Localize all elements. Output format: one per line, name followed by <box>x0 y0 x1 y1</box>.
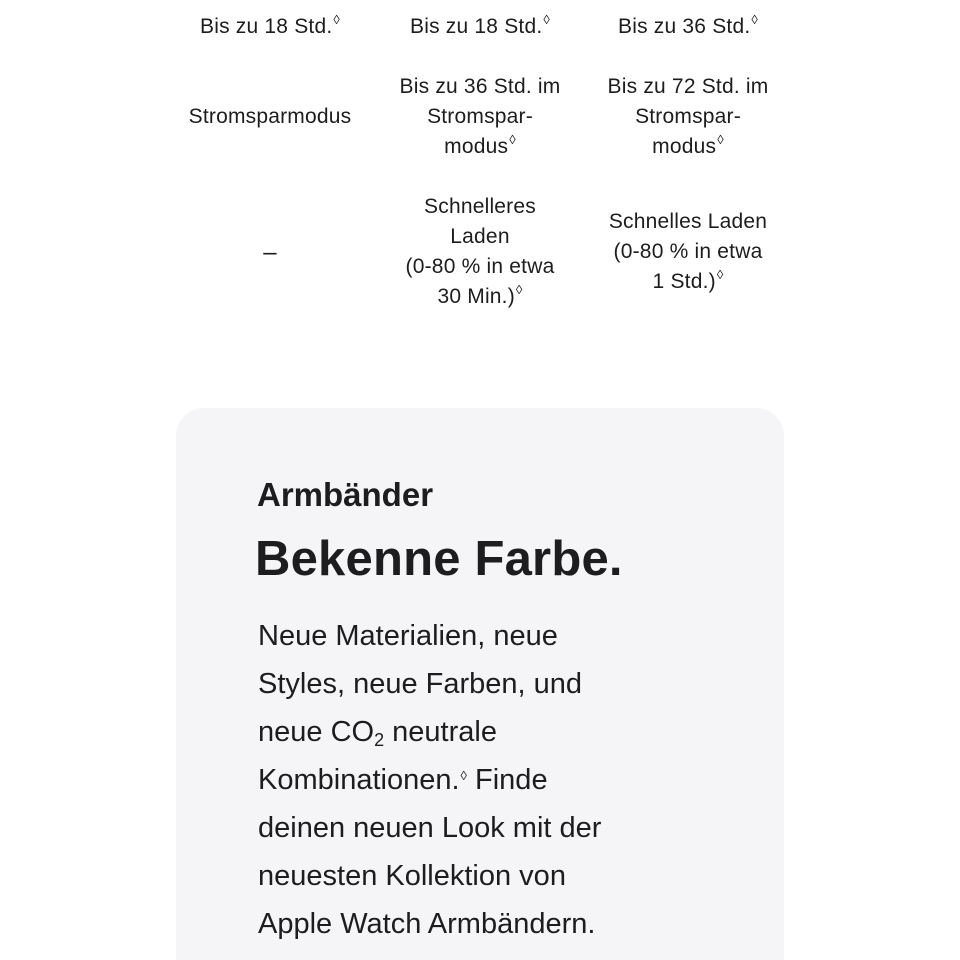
footnote-marker[interactable]: ◊ <box>515 282 523 297</box>
battery-life-series: Bis zu 18 Std.◊ <box>200 12 340 38</box>
footnote-marker[interactable]: ◊ <box>509 132 516 147</box>
card-body-text: Neue Materialien, neue Styles, neue Farben, und neue $CO_2$ neutrale Kombinationen.◊ Finde deinen neuen Look mit der neuesten Kollektion von Apple Watch Armbändern. <box>258 620 602 940</box>
footnote-marker[interactable]: ◊ <box>460 768 467 783</box>
fast-charge-series: – <box>263 239 277 266</box>
battery-life-se: Bis zu 18 Std.◊ <box>410 12 550 38</box>
card-eyebrow: Armbänder <box>257 476 434 513</box>
footnote-marker[interactable]: ◊ <box>333 12 340 27</box>
footnote-marker[interactable]: ◊ <box>717 132 724 147</box>
low-power-se: Bis zu 36 Std. im Stromspar- modus◊ <box>399 75 561 158</box>
card-headline: Bekenne Farbe. <box>255 532 623 586</box>
battery-life-ultra: Bis zu 36 Std.◊ <box>618 12 758 38</box>
footnote-marker[interactable]: ◊ <box>751 12 758 27</box>
fast-charge-se: Schnelleres Laden (0-80 % in etwa 30 Min.)◊ <box>405 195 555 308</box>
low-power-ultra: Bis zu 72 Std. im Stromspar- modus◊ <box>607 75 769 158</box>
low-power-series: Stromsparmodus <box>188 105 352 128</box>
footnote-marker[interactable]: ◊ <box>716 267 724 282</box>
fast-charge-ultra: Schnelles Laden (0-80 % in etwa 1 Std.)◊ <box>608 210 768 293</box>
footnote-marker[interactable]: ◊ <box>543 12 550 27</box>
